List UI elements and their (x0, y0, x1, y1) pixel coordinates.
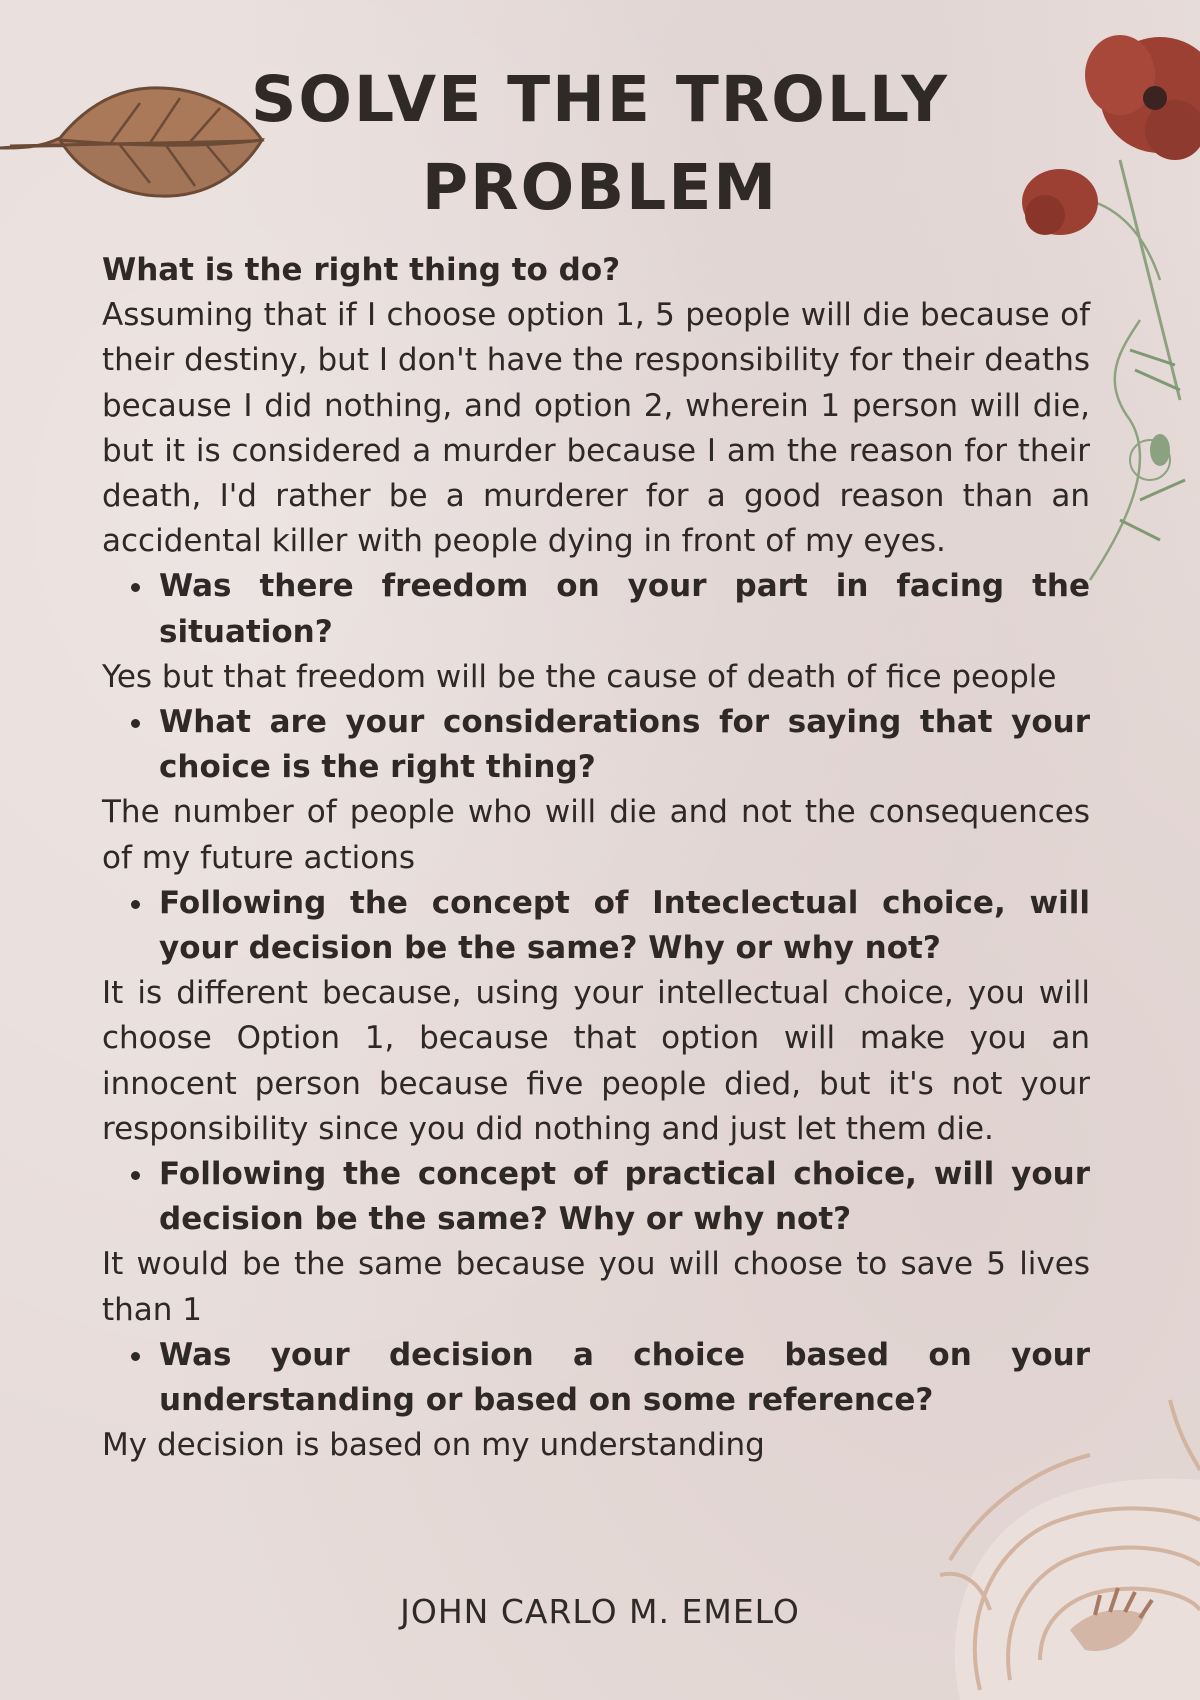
title-line-1: SOLVE THE TROLLY (251, 63, 949, 136)
question-practical-choice: Following the concept of practical choice, will your decision be the same? Why or why not? (102, 1152, 1090, 1242)
question-freedom: Was there freedom on your part in facing the situation? (102, 564, 1090, 654)
question-considerations: What are your considerations for saying that your choice is the right thing? (102, 700, 1090, 790)
question-intellectual-choice: Following the concept of Inteclectual choice, will your decision be the same? Why or why not? (102, 881, 1090, 971)
answer-freedom: Yes but that freedom will be the cause of death of fice people (102, 658, 1057, 695)
answer-decision-basis: My decision is based on my understanding (102, 1427, 765, 1464)
page-title (0, 56, 1200, 232)
answer-intellectual-choice: It is different because, using your intellectual choice, you will choose Option 1, because that option will make you an innocent person because five people died, but it's not your responsibility since you did nothing and just let them die. (102, 975, 1090, 1147)
title-line-2: PROBLEM (421, 151, 779, 224)
essay-body (102, 248, 1090, 1468)
author-name: JOHN CARLO M. EMELO (400, 1592, 800, 1631)
question-decision-basis: Was your decision a choice based on your understanding or based on some reference? (102, 1333, 1090, 1423)
intro-question: What is the right thing to do? (102, 252, 621, 288)
intro-answer: Assuming that if I choose option 1, 5 people will die because of their destiny, but I don't have the responsibility for their deaths because I did nothing, and option 2, wherein 1 person will die, but it is considered a murder because I am the reason for their death, I'd rather be a murderer for a good reason than an accidental killer with people dying in front of my eyes. (102, 297, 1090, 560)
answer-considerations: The number of people who will die and not the consequences of my future actions (102, 794, 1090, 876)
answer-practical-choice: It would be the same because you will choose to save 5 lives than 1 (102, 1246, 1090, 1328)
